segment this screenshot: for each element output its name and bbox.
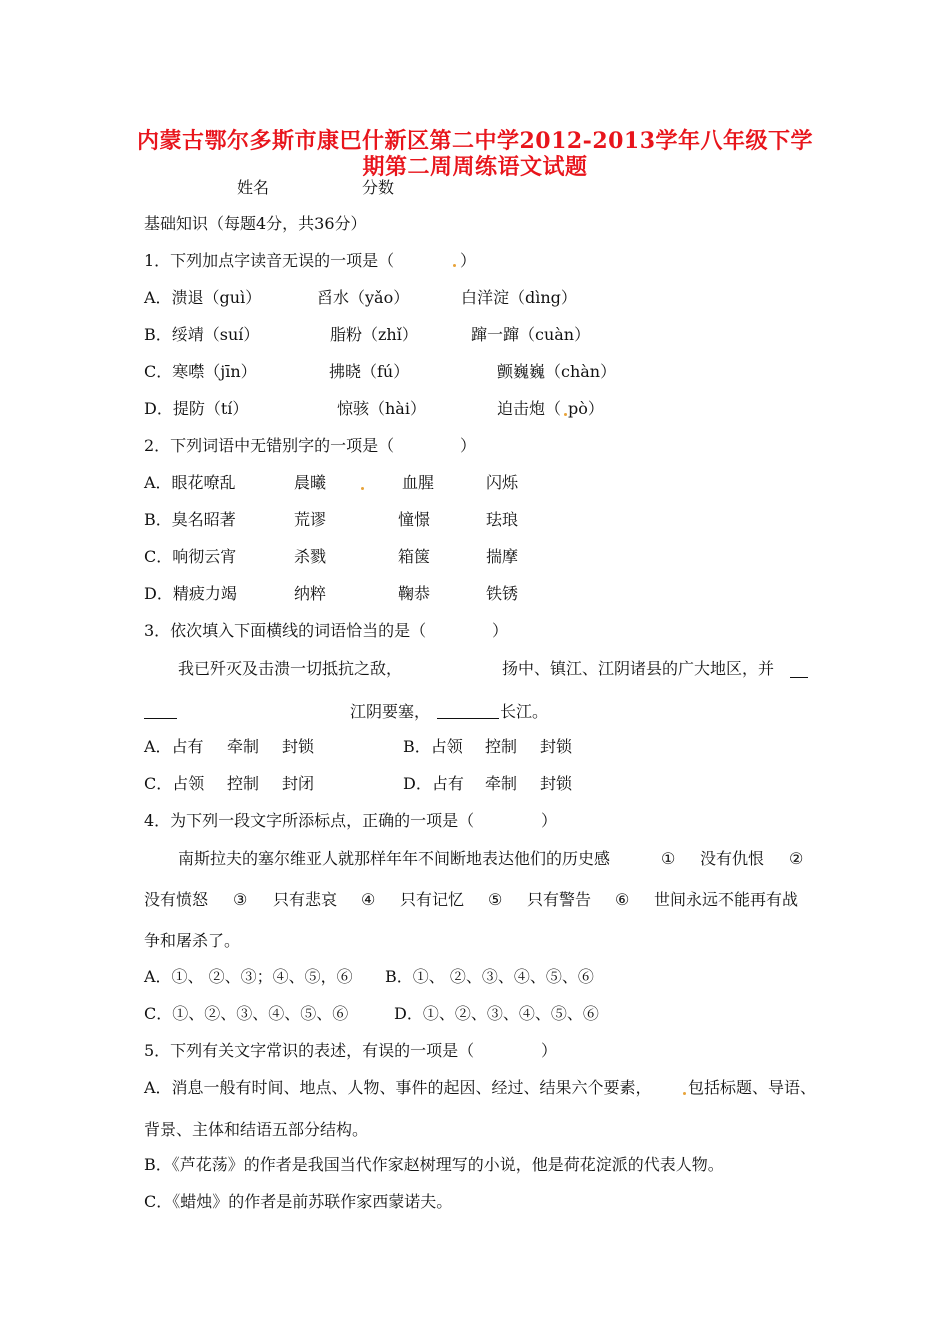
q1-marker-dot bbox=[453, 264, 456, 267]
q5-option-a-line-2: 背景、主体和结语五部分结构。 bbox=[144, 1120, 369, 1139]
q3-option-a-3: 封锁 bbox=[282, 737, 315, 756]
q3-option-b-3: 封锁 bbox=[540, 737, 573, 756]
q4-paren-close: ） bbox=[541, 811, 558, 830]
section-heading: 基础知识（每题4分，共36分） bbox=[144, 214, 367, 233]
q3-option-c-3: 封闭 bbox=[282, 774, 315, 793]
q4-passage-2-mark: ⑤ bbox=[488, 890, 503, 909]
q2-option-a-4: 闪烁 bbox=[486, 473, 519, 492]
q2-option-a-1: A．眼花嘹乱 bbox=[144, 473, 236, 492]
q2-option-a-3: 血腥 bbox=[402, 473, 435, 492]
q2-option-c-3: 箱箧 bbox=[398, 547, 431, 566]
q2-stem: 2．下列词语中无错别字的一项是（ bbox=[144, 436, 395, 455]
q3-passage-part-2: 扬中、镇江、江阴诸县的广大地区，并 bbox=[502, 659, 775, 678]
q3-paren-close: ） bbox=[492, 621, 509, 640]
title-line-1: 内蒙古鄂尔多斯市康巴什新区第二中学2012-2013学年八年级下学 bbox=[136, 128, 814, 154]
q1-option-d-2: 惊骇（hài） bbox=[337, 399, 426, 418]
q3-blank-underline bbox=[437, 718, 499, 719]
q3-option-d-1: D．占有 bbox=[403, 774, 464, 793]
q2-option-c-2: 杀戮 bbox=[294, 547, 327, 566]
q4-passage-2-text: 世间永远不能再有战 bbox=[654, 890, 799, 909]
q4-passage-2-mark: ③ bbox=[233, 890, 248, 909]
q4-passage-2-mark: ④ bbox=[361, 890, 376, 909]
q2-option-d-2: 纳粹 bbox=[294, 584, 327, 603]
q4-passage-1-mark: ② bbox=[789, 849, 804, 868]
q2-option-b-3: 憧憬 bbox=[398, 510, 431, 529]
q4-option-c: C．①、②、③、④、⑤、⑥ bbox=[144, 1004, 349, 1023]
q1-option-a-1: A．溃退（guì） bbox=[144, 288, 262, 307]
q4-passage-2-text: 只有警告 bbox=[527, 890, 592, 909]
q5-a-dot bbox=[683, 1092, 686, 1095]
q2-option-b-2: 荒谬 bbox=[294, 510, 327, 529]
q2-option-d-4: 铁锈 bbox=[486, 584, 519, 603]
q1-option-d-1: D．提防（tí） bbox=[144, 399, 249, 418]
q1-option-c-1: C．寒噤（jīn） bbox=[144, 362, 257, 381]
name-label: 姓名 bbox=[237, 178, 270, 197]
title-line-2: 期第二周周练语文试题 bbox=[362, 154, 588, 180]
q3-option-b-1: B．占领 bbox=[403, 737, 463, 756]
q1-option-a-2: 舀水（yǎo） bbox=[317, 288, 410, 307]
q2-option-c-4: 揣摩 bbox=[486, 547, 519, 566]
q3-option-b-2: 控制 bbox=[485, 737, 518, 756]
q1-option-b-1: B．绥靖（suí） bbox=[144, 325, 260, 344]
q1-option-b-3: 蹿一蹿（cuàn） bbox=[471, 325, 591, 344]
q4-option-a: A．①、 ②、③；④、⑤，⑥ bbox=[144, 967, 353, 986]
q5-stem: 5．下列有关文字常识的表述，有误的一项是（ bbox=[144, 1041, 475, 1060]
q3-blank-underline bbox=[790, 677, 808, 678]
q5-paren-close: ） bbox=[541, 1041, 558, 1060]
q5-option-a-line-1b: 包括标题、导语、 bbox=[688, 1078, 817, 1097]
q1-option-d-4: pò） bbox=[568, 399, 604, 418]
q4-passage-1-mark: ① bbox=[661, 849, 676, 868]
q4-passage-1-text: 没有仇恨 bbox=[700, 849, 765, 868]
q3-option-d-2: 牵制 bbox=[485, 774, 518, 793]
q4-passage-2-text: 没有愤怒 bbox=[144, 890, 209, 909]
q4-passage-1-text: 南斯拉夫的塞尔维亚人就那样年年不间断地表达他们的历史感 bbox=[178, 849, 611, 868]
q2-option-b-1: B．臭名昭著 bbox=[144, 510, 236, 529]
q4-passage-3: 争和屠杀了。 bbox=[144, 931, 241, 950]
q3-option-d-3: 封锁 bbox=[540, 774, 573, 793]
q2-option-a-2: 晨曦 bbox=[294, 473, 327, 492]
q4-option-b: B．①、 ②、③、④、⑤、⑥ bbox=[385, 967, 594, 986]
q2-a-dot bbox=[361, 487, 364, 490]
q1-option-d-3: 迫击炮（ bbox=[497, 399, 562, 418]
q2-option-b-4: 珐琅 bbox=[486, 510, 519, 529]
q3-option-a-1: A．占有 bbox=[144, 737, 204, 756]
q5-option-b: B．《芦花荡》的作者是我国当代作家赵树理写的小说，他是荷花淀派的代表人物。 bbox=[144, 1155, 724, 1174]
q4-stem: 4．为下列一段文字所添标点，正确的一项是（ bbox=[144, 811, 475, 830]
q2-option-c-1: C．响彻云宵 bbox=[144, 547, 237, 566]
q5-option-c: C．《蜡烛》的作者是前苏联作家西蒙诺夫。 bbox=[144, 1192, 453, 1211]
q3-passage-part-4: 长江。 bbox=[500, 702, 549, 721]
q3-option-c-1: C．占领 bbox=[144, 774, 205, 793]
q1-stem: 1．下列加点字读音无误的一项是（ bbox=[144, 251, 395, 270]
q3-blank-underline bbox=[144, 718, 177, 719]
q2-option-d-1: D．精疲力竭 bbox=[144, 584, 237, 603]
q3-option-c-2: 控制 bbox=[227, 774, 260, 793]
q4-passage-2-text: 只有记忆 bbox=[400, 890, 465, 909]
q1-paren-close: ） bbox=[460, 251, 477, 270]
q4-passage-2-text: 只有悲哀 bbox=[273, 890, 338, 909]
q3-stem: 3．依次填入下面横线的词语恰当的是（ bbox=[144, 621, 427, 640]
q4-option-d: D．①、②、③、④、⑤、⑥ bbox=[394, 1004, 599, 1023]
q2-paren-close: ） bbox=[460, 436, 477, 455]
q4-passage-2-mark: ⑥ bbox=[615, 890, 630, 909]
q1-option-a-3: 白洋淀（dìng） bbox=[461, 288, 577, 307]
score-label: 分数 bbox=[362, 178, 395, 197]
q5-option-a-line-1: A．消息一般有时间、地点、人物、事件的起因、经过、结果六个要素， bbox=[144, 1078, 652, 1097]
q3-option-a-2: 牵制 bbox=[227, 737, 260, 756]
q3-passage-part-1: 我已歼灭及击溃一切抵抗之敌， bbox=[178, 659, 403, 678]
q3-passage-part-3: 江阴要塞， bbox=[350, 702, 431, 721]
q1-d-dot bbox=[564, 413, 567, 416]
q1-option-c-3: 颤巍巍（chàn） bbox=[497, 362, 617, 381]
q1-option-c-2: 拂晓（fú） bbox=[329, 362, 410, 381]
q1-option-b-2: 脂粉（zhǐ） bbox=[330, 325, 418, 344]
q2-option-d-3: 鞠恭 bbox=[398, 584, 431, 603]
